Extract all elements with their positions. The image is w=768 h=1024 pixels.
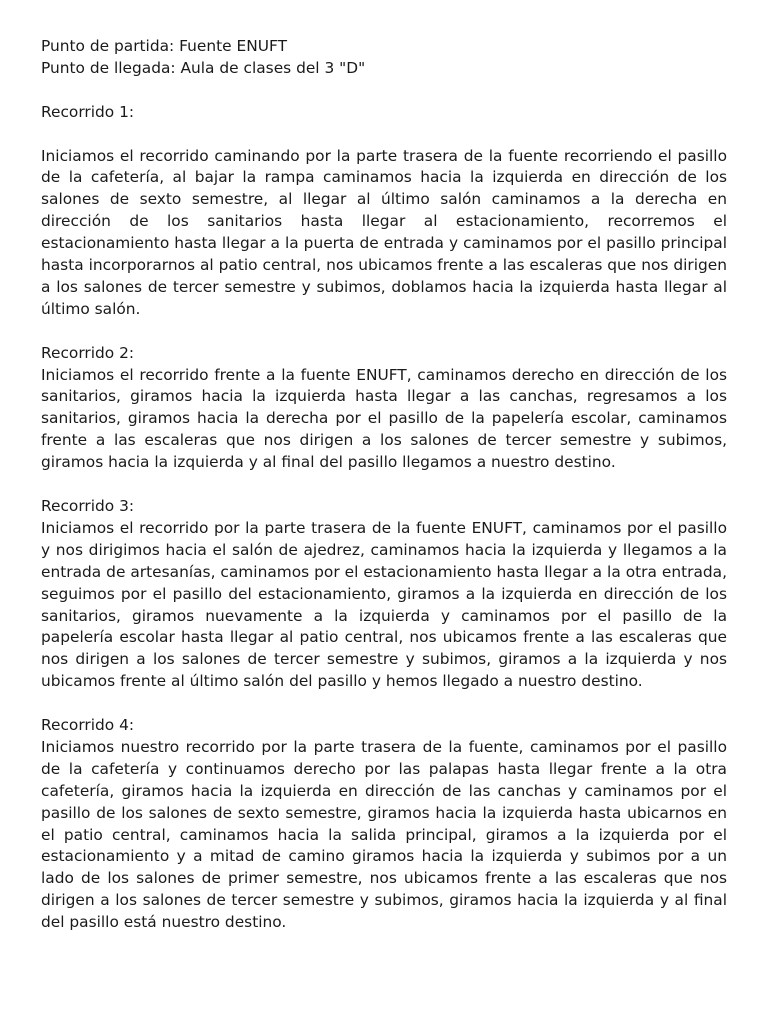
spacer <box>41 124 727 146</box>
route-4-title: Recorrido 4: <box>41 716 135 735</box>
document-page <box>41 36 727 934</box>
spacer <box>41 321 727 343</box>
route-2-text: Iniciamos el recorrido frente a la fuente ENUFT, caminamos derecho en dirección de los sanitarios, giramos hacia la izquierda hasta llegar a las canchas, regresamos a los sanitarios, giramos hacia la derecha por el pasillo de la papelería escolar, caminamos frente a las escaleras que nos dirigen a los salones de tercer semestre y subimos, giramos hacia la izquierda y al final del pasillo llegamos a nuestro destino. <box>41 365 727 472</box>
spacer <box>41 80 727 102</box>
route-1-title: Recorrido 1: <box>41 102 135 121</box>
start-point: Punto de partida: Fuente ENUFT <box>41 37 287 55</box>
route-2-title: Recorrido 2: <box>41 343 135 362</box>
route-1-text: Iniciamos el recorrido caminando por la parte trasera de la fuente recorriendo el pasillo de la cafetería, al bajar la rampa caminamos hacia la izquierda en dirección de los salones de sexto semestre, al llegar al último salón caminamos a la derecha en dirección de los sanitarios hasta llegar al estacionamiento, recorremos el estacionamiento hasta llegar a la puerta de entrada y caminamos por el pasillo principal hasta incorporarnos al patio central, nos ubicamos frente a las escaleras que nos dirigen a los salones de tercer semestre y subimos, doblamos hacia la izquierda hasta llegar al último salón. <box>41 146 727 318</box>
end-point: Punto de llegada: Aula de clases del 3 "D" <box>41 58 366 77</box>
route-4-text: Iniciamos nuestro recorrido por la parte trasera de la fuente, caminamos por el pasillo de la cafetería y continuamos derecho por las palapas hasta llegar frente a la otra cafetería, giramos hacia la izquierda en dirección de las canchas y caminamos por el pasillo de los salones de sexto semestre, giramos hacia la izquierda hasta ubicarnos en el patio central, caminamos hacia la salida principal, giramos a la izquierda por el estacionamiento y a mitad de camino giramos hacia la izquierda y subimos por a un lado de los salones de primer semestre, nos ubicamos frente a las escaleras que nos dirigen a los salones de tercer semestre y subimos, giramos hacia la izquierda y al final del pasillo está nuestro destino. <box>41 737 727 932</box>
spacer <box>41 693 727 715</box>
route-3-text: Iniciamos el recorrido por la parte trasera de la fuente ENUFT, caminamos por el pasillo y nos dirigimos hacia el salón de ajedrez, caminamos hacia la izquierda y llegamos a la entrada de artesanías, caminamos por el estacionamiento hasta llegar a la otra entrada, seguimos por el pasillo del estacionamiento, giramos a la izquierda en dirección de los sanitarios, giramos nuevamente a la izquierda y caminamos por el pasillo de la papelería escolar hasta llegar al patio central, nos ubicamos frente a las escaleras que nos dirigen a los salones de tercer semestre y subimos, giramos a la izquierda y nos ubicamos frente al último salón del pasillo y hemos llegado a nuestro destino. <box>41 518 727 691</box>
spacer <box>41 474 727 496</box>
route-3-title: Recorrido 3: <box>41 496 135 515</box>
